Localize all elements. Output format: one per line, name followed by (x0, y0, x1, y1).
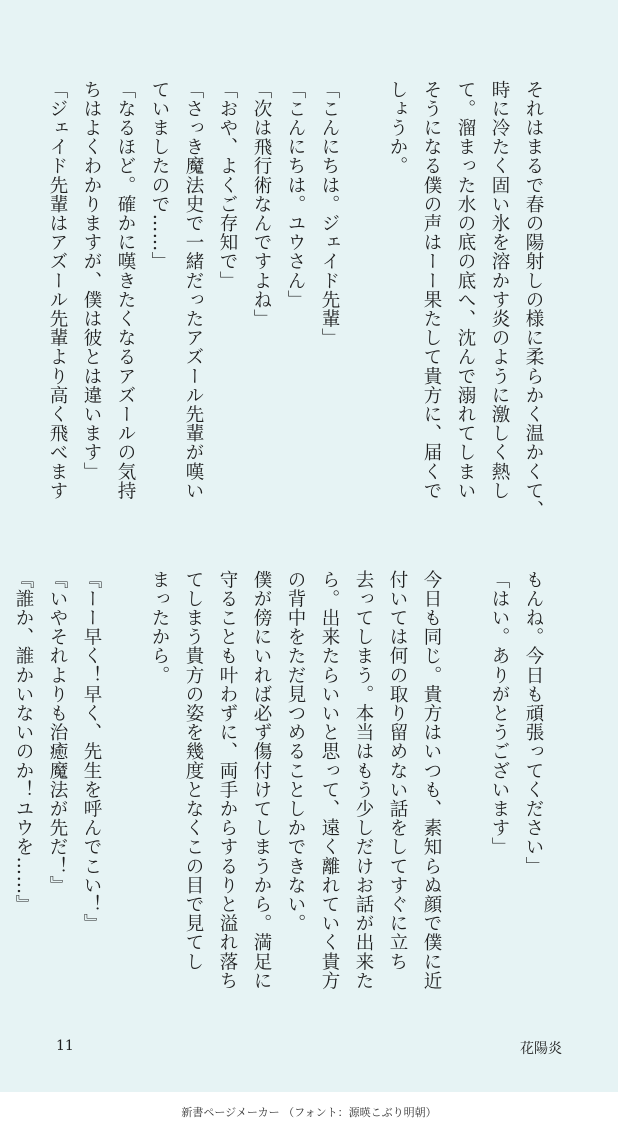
text-line: 僕が傍にいれば必ず傷付けてしまうから。満足に (251, 570, 272, 991)
text-line: 「なるほど。確かに嘆きたくなるアズールの気持 (115, 80, 136, 501)
lower-text-block (6, 570, 550, 990)
text-line: 時に冷たく固い氷を溶かす炎のように激しく熱し (489, 80, 510, 501)
text-line: 「はい。ありがとうございます」 (489, 570, 510, 857)
footer-credit: 新書ページメーカー （フォント：源暎こぶり明朝） (181, 1106, 437, 1119)
text-line: て。溜まった水の底の底へ、沈んで溺れてしまい (455, 80, 476, 501)
text-line: 「おや、よくご存知で」 (217, 80, 238, 291)
text-line: の背中をただ見つめることしかできない。 (285, 570, 306, 933)
page-number: 11 (56, 1038, 74, 1054)
text-line (108, 570, 142, 990)
page-title: 花陽炎 (520, 1041, 562, 1057)
text-line (448, 570, 482, 990)
text-line: 付いては何の取り留めない話をしてすぐに立ち (387, 570, 408, 972)
text-line: 「ジェイド先輩はアズール先輩より高く飛べます (47, 80, 68, 501)
text-line: 「こんにちは。ユウさん」 (285, 80, 306, 310)
text-line: 去ってしまう。本当はもう少しだけお話が出来た (353, 570, 374, 991)
text-line: ちはよくわかりますが、僕は彼とは違います」 (81, 80, 102, 482)
text-line: てしまう貴方の姿を幾度となくこの目で見てし (183, 570, 204, 972)
text-line: ら。出来たらいいと思って、遠く離れていく貴方 (319, 570, 340, 991)
text-line: そうになる僕の声はーー果たして貴方に、届くで (421, 80, 442, 501)
text-line: 守ることも叶わずに、両手からするりと溢れ落ち (217, 570, 238, 991)
text-line: 『ーー早く！早く、先生を呼んでこい！』 (81, 570, 102, 933)
text-line: 「次は飛行術なんですよね」 (251, 80, 272, 329)
text-line: ていましたので……」 (149, 80, 170, 271)
text-line: もんね。今日も頑張ってください」 (523, 570, 544, 876)
upper-text-block (40, 80, 550, 520)
text-line (346, 80, 380, 520)
text-line: まったから。 (149, 570, 170, 685)
text-line: 「さっき魔法史で一緒だったアズール先輩が嘆い (183, 80, 204, 501)
text-line: それはまるで春の陽射しの様に柔らかく温かくて、 (523, 80, 544, 520)
text-line: 今日も同じ。貴方はいつも、素知らぬ顔で僕に近 (421, 570, 442, 991)
text-line: 「こんにちは。ジェイド先輩」 (319, 80, 340, 348)
text-line: しょうか。 (387, 80, 408, 176)
text-line: 『いやそれよりも治癒魔法が先だ！』 (47, 570, 68, 895)
text-line: 『誰か、誰かいないのか！ユウを……』 (13, 570, 34, 914)
